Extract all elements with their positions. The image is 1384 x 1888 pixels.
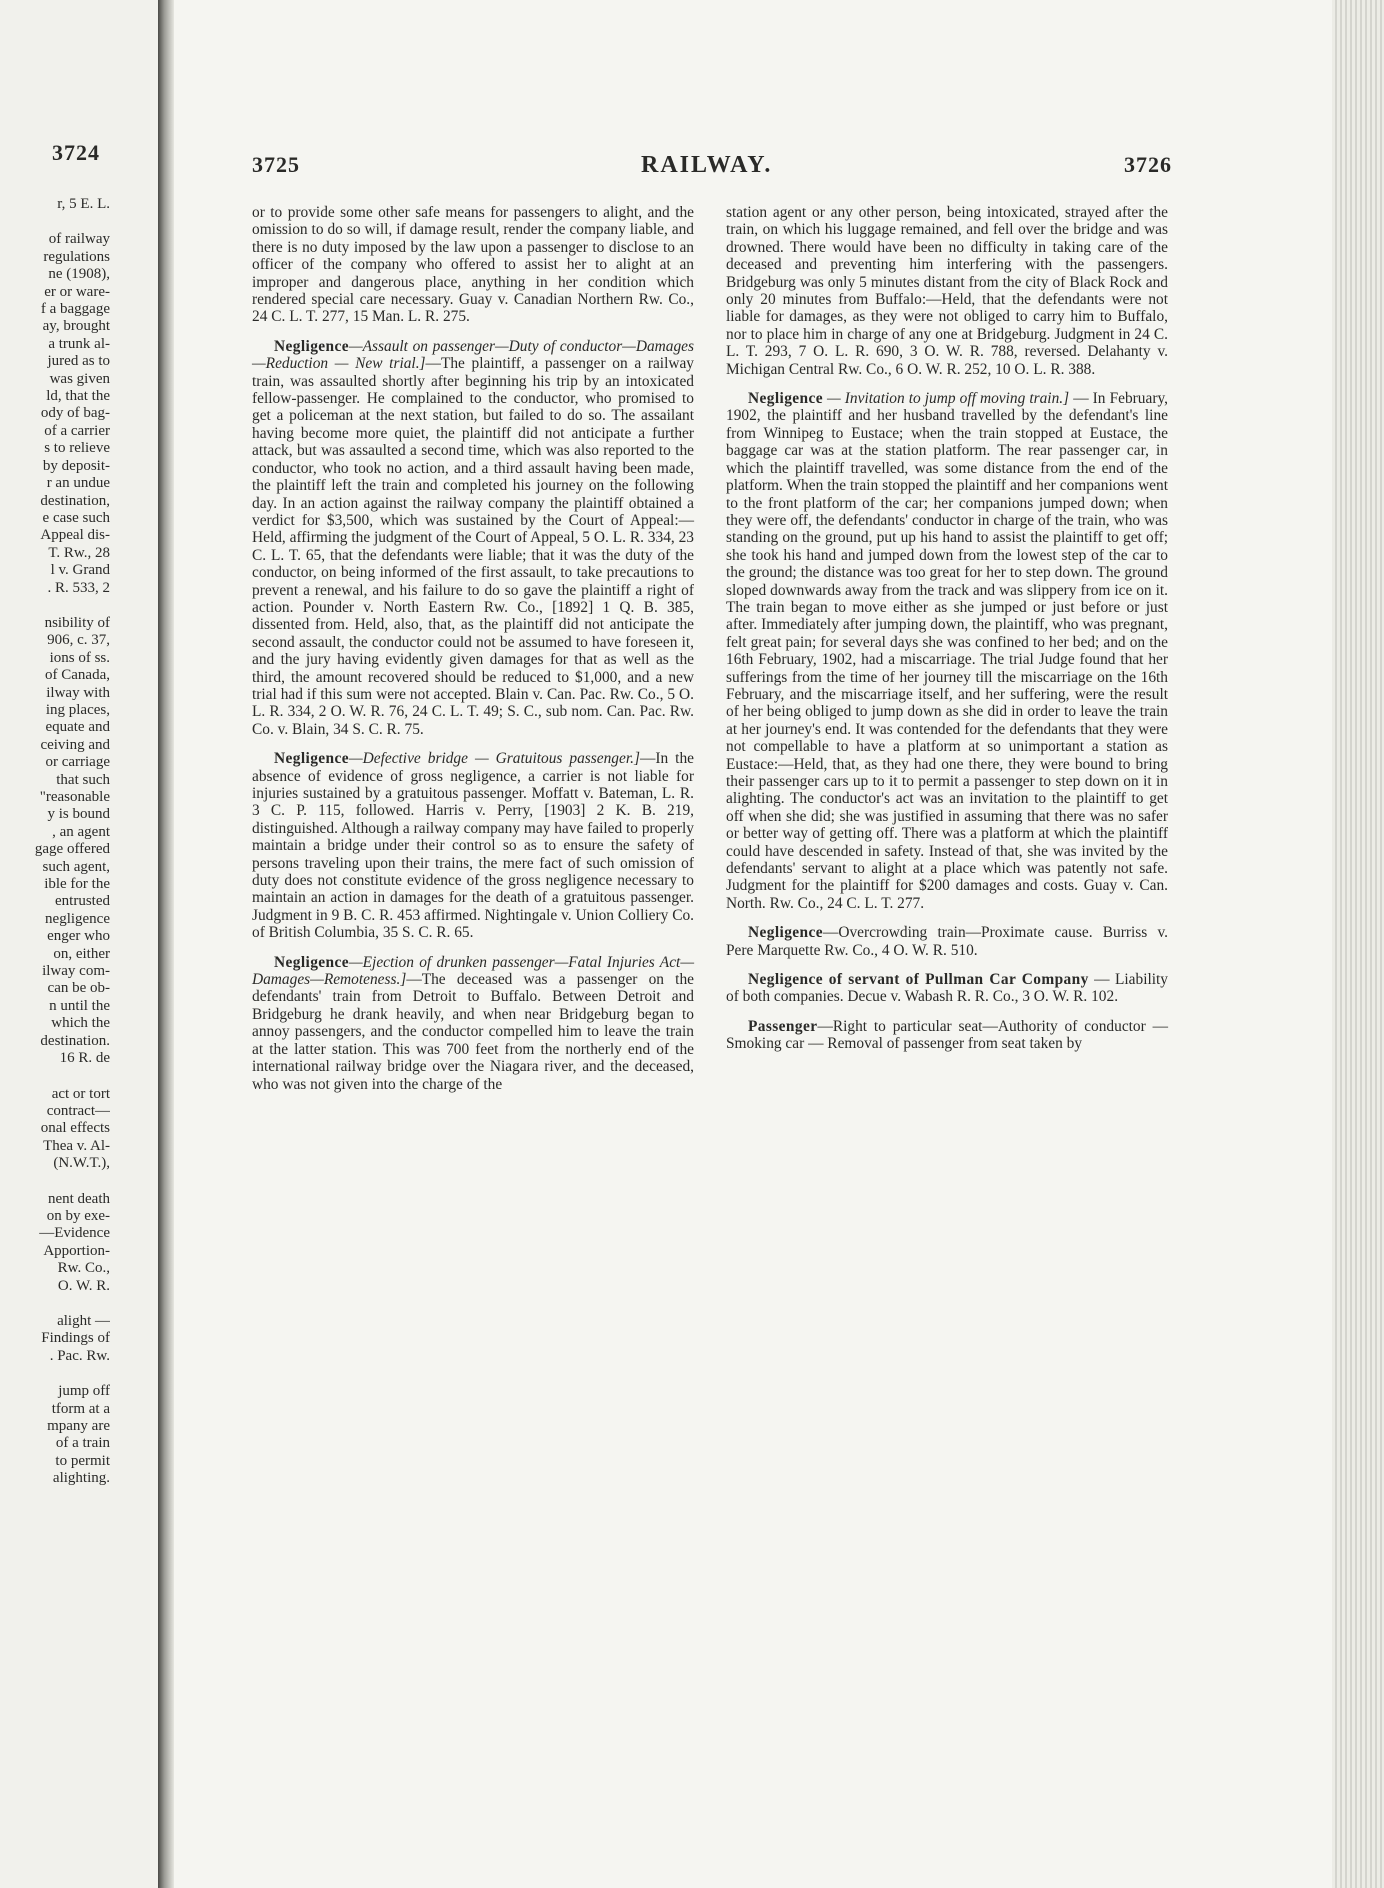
right-column-page-number: 3726 <box>1124 152 1172 177</box>
previous-page-line: of railway <box>48 231 110 248</box>
previous-page-line: Rw. Co., <box>57 1260 110 1277</box>
previous-page-line: "reasonable <box>39 789 110 805</box>
previous-page-line: —Evidence <box>39 1225 110 1242</box>
previous-page-line: 16 R. de <box>59 1050 110 1067</box>
previous-page-line: l v. Grand <box>50 562 110 579</box>
previous-page-line: on by exe- <box>46 1207 110 1224</box>
previous-page-line: er or ware- <box>44 283 110 300</box>
previous-page-fragment <box>0 0 160 1888</box>
entry-keyword: Negligence <box>274 953 349 971</box>
previous-page-line: equate and <box>45 719 110 736</box>
previous-page-line: can be ob- <box>47 980 110 997</box>
previous-page-line: to permit <box>55 1452 110 1469</box>
previous-page-line: ilway com- <box>42 963 110 980</box>
entry-body: — Liability of both companies. Decue v. Wabash R. R. Co., 3 O. W. R. 102. <box>726 971 1168 1006</box>
previous-page-line: contract— <box>46 1102 110 1119</box>
previous-page-line: T. Rw., 28 <box>48 544 110 561</box>
previous-page-line <box>0 1068 110 1086</box>
previous-page-line: jump off <box>58 1383 110 1400</box>
previous-page-line: mpany are <box>47 1418 110 1434</box>
continued-text <box>726 204 1168 378</box>
previous-page-line: negligence <box>45 910 110 927</box>
previous-page-line: regulations <box>43 248 110 265</box>
right-text-column <box>726 204 1168 1065</box>
previous-page-line <box>0 1295 110 1313</box>
digest-entry <box>726 1018 1168 1053</box>
previous-page-line: ible for the <box>44 876 110 893</box>
previous-page-line <box>0 1365 110 1383</box>
entry-body: —Overcrowding train—Proximate cause. Burriss v. Pere Marquette Rw. Co., 4 O. W. R. 510. <box>726 924 1168 959</box>
previous-page-line: alight — <box>57 1312 110 1329</box>
previous-page-line: 906, c. 37, <box>47 632 110 649</box>
previous-page-line: of a carrier <box>44 422 110 439</box>
digest-entry <box>252 338 694 738</box>
previous-page-line: by deposit- <box>42 457 110 474</box>
book-gutter <box>158 0 174 1888</box>
previous-page-line: of Canada, <box>45 667 110 684</box>
entry-body: —The deceased was a passenger on the defendants' train from Detroit to Buffalo. Between Detroit and Bridgeburg he drank heavily, and when near Bridgeburg began to annoy passengers, and the conductor compelled him to leave the train at the latter station. This was 700 feet from the northerly end of the international railway bridge over the Niagara river, and the deceased, who was not given into the charge of the <box>252 971 694 1093</box>
previous-page-line: Apportion- <box>43 1242 110 1259</box>
previous-page-line: y is bound <box>47 806 110 823</box>
previous-page-line: gage offered <box>34 841 110 858</box>
entry-body: — In February, 1902, the plaintiff and her husband travelled by the defendant's line from Winnipeg to Eustace; when the train stopped at Eustace, the baggage car was at the station platform. The rear passenger car, in which the plaintiff travelled, was some distance from the end of the platform. When the train stopped the plaintiff and her companions went to the front platform of the car; her companions jumped down; when they were off, the defendants' conductor in charge of the train, who was standing on the ground, put up his hand to assist the plaintiff to get off; she took his hand and jumped down from the lowest step of the car to the ground; the distance was too great for her to step down. The ground sloped downwards away from the track and was slippery from ice on it. The train began to move either as she jumped or just before or just after. Immediately after jumping down, the plaintiff, who was pregnant, felt great pain; for several days she was confined to her bed; and on the 16th February, 1902, had a miscarriage. The trial Judge found that her sufferings from the time of her journey till the miscarriage on the 16th February, and the miscarriage itself, and her suffering, were the result of her being obliged to jump down as she did in order to leave the train at her journey's end. It was contended for the defendants that they were not compellable to have a platform at so unimportant a station as Eustace:—Held, that, as they had one there, they were bound to bring their passenger cars up to it to permit a passenger to step down on it in alighting. The conductor's act was an invitation to the plaintiff to get off when she did; she was justified in assuming that there was no safer or better way of getting off. There was a platform at which the plaintiff could have descended in safety. Instead of that, she was invited by the defendants' servant to alight at a place which was patently not safe. Judgment for the plaintiff for $200 damages and costs. Guay v. Can. North. Rw. Co., 24 C. L. T. 277. <box>726 390 1168 912</box>
digest-entry <box>726 924 1168 959</box>
entry-keyword: Negligence <box>274 750 349 768</box>
previous-page-line: entrusted <box>55 893 110 910</box>
previous-page-line <box>0 597 110 615</box>
previous-page-line: ay, brought <box>42 318 110 335</box>
previous-page-line: Thea v. Al- <box>43 1137 110 1154</box>
previous-page-line: . Pac. Rw. <box>49 1347 110 1364</box>
previous-page-line: r an undue <box>46 475 110 492</box>
previous-page-line: ing places, <box>45 701 110 718</box>
previous-page-line: nsibility of <box>44 614 110 631</box>
previous-page-line: of a train <box>55 1435 110 1452</box>
previous-page-line: nent death <box>47 1190 110 1207</box>
entry-keyword: Negligence <box>748 924 823 942</box>
previous-page-line: enger who <box>47 928 110 945</box>
continued-text <box>252 204 694 326</box>
previous-page-line: tform at a <box>51 1400 110 1417</box>
previous-page-line: on, either <box>53 945 110 962</box>
left-text-column <box>252 204 694 1105</box>
previous-page-line: n until the <box>49 997 110 1014</box>
entry-keyword: Negligence of servant of Pullman Car Company <box>748 971 1089 989</box>
entry-keyword: Passenger <box>748 1017 818 1035</box>
previous-page-line: r, 5 E. L. <box>57 196 110 212</box>
entry-keyword: Negligence <box>274 337 349 355</box>
digest-entry <box>726 971 1168 1006</box>
digest-entry <box>726 390 1168 912</box>
previous-page-line: destination. <box>40 1032 110 1049</box>
previous-page-line: ilway with <box>46 684 110 701</box>
previous-page-line: (N.W.T.), <box>53 1155 110 1172</box>
left-column-page-number: 3725 <box>252 152 300 177</box>
previous-page-number: 3724 <box>52 140 100 165</box>
previous-page-line: or carriage <box>45 754 110 771</box>
entry-subject: —Assault on passenger—Duty of conductor—Damages—Reduction — New trial.] <box>252 337 694 373</box>
page-edges <box>1332 0 1384 1888</box>
previous-page-line: ions of ss. <box>49 649 110 666</box>
entry-body: station agent or any other person, being intoxicated, strayed after the train, on which his luggage remained, and fell over the bridge and was drowned. There would have been no difficulty in taking care of the deceased and preventing him interfering with the passengers. Bridgeburg was only 5 minutes distant from the city of Black Rock and only 20 minutes from Buffalo:—Held, that the defendants were not liable for damages, as they were not obliged to carry him to Buffalo, nor to place him in charge of any one at Bridgeburg. Judgment in 24 C. L. T. 293, 7 O. L. R. 690, 3 O. W. R. 788, reversed. Delahanty v. Michigan Central Rw. Co., 6 O. W. R. 252, 10 O. L. R. 388. <box>726 204 1168 378</box>
previous-page-line: ld, that the <box>46 388 110 405</box>
previous-page-line: Findings of <box>41 1330 110 1347</box>
previous-page-line: a trunk al- <box>48 335 110 352</box>
previous-page-line <box>0 213 110 231</box>
previous-page-line: ody of bag- <box>40 405 110 422</box>
previous-page-text <box>0 196 110 1488</box>
previous-page-line: which the <box>51 1015 110 1032</box>
entry-body: or to provide some other safe means for passengers to alight, and the omission to do so will, if damage result, render the company liable, and there is no duty imposed by the law upon a passenger to disclose to an officer of the company who offered to assist her to alight at an improper and dangerous place, anything in her condition which rendered special care necessary. Guay v. Canadian Northern Rw. Co., 24 C. L. T. 277, 15 Man. L. R. 275. <box>252 204 694 326</box>
previous-page-line: ne (1908), <box>48 266 110 283</box>
previous-page-line: act or tort <box>51 1085 110 1102</box>
digest-entry <box>252 750 694 941</box>
previous-page-line: destination, <box>40 492 110 509</box>
entry-body: —The plaintiff, a passenger on a railway train, was assaulted shortly after beginning his trip by an intoxicated fellow-passenger. He complained to the conductor, who promised to get a policeman at the next station, but failed to do so. The assailant having become more quiet, the plaintiff did not anticipate a further attack, but was assaulted a second time, which was also reported to the conductor, who took no action, and a third assault having been made, the plaintiff left the train and completed his journey on the following day. In an action against the railway company the plaintiff obtained a verdict for $3,500, which was sustained by the Court of Appeal:—Held, affirming the judgment of the Court of Appeal, 5 O. L. R. 334, 23 C. L. T. 65, that the defendants were liable; that it was the duty of the conductor, on being informed of the first assault, to take precautions to prevent a renewal, and his failure to do so gave the plaintiff a right of action. Pounder v. North Eastern Rw. Co., [1892] 1 Q. B. 385, dissented from. Held, also, that, as the plaintiff did not anticipate the second assault, the conductor could not be assumed to have foreseen it, and the jury having evidently given damages for that as well as the third, the amount recovered should be reduced to $1,000, and a new trial had if this sum were not accepted. Blain v. Can. Pac. Rw. Co., 5 O. L. R. 334, 2 O. W. R. 76, 24 C. L. T. 49; S. C., sub nom. Can. Pac. Rw. Co. v. Blain, 34 S. C. R. 75. <box>252 355 695 738</box>
entry-subject: —Defective bridge — Gratuitous passenger.] <box>348 750 640 768</box>
entry-body: —In the absence of evidence of gross negligence, a carrier is not liable for injuries sustained by a gratuitous passenger. Moffatt v. Bateman, L. R. 3 C. P. 115, followed. Harris v. Perry, [1903] 2 K. B. 219, distinguished. Although a railway company may have failed to properly maintain a bridge under their control so as to ensure the safety of persons traveling upon their trains, the mere fact of such omission of duty does not constitute evidence of the gross negligence necessary to maintain an action in damages for the death of a gratuitous passenger. Judgment in 9 B. C. R. 453 affirmed. Nightingale v. Union Colliery Co. of British Columbia, 35 S. C. R. 65. <box>252 750 694 942</box>
previous-page-line: that such <box>56 771 110 788</box>
previous-page-line: such agent, <box>42 858 110 875</box>
running-title: RAILWAY. <box>641 152 773 178</box>
previous-page-line: was given <box>49 370 110 387</box>
previous-page-line: . R. 533, 2 <box>47 579 110 596</box>
entry-keyword: Negligence <box>748 390 823 408</box>
previous-page-line: alighting. <box>52 1470 110 1487</box>
entry-subject: — Invitation to jump off moving train.] <box>822 390 1070 408</box>
previous-page-line: , an agent <box>52 823 110 840</box>
previous-page-line: O. W. R. <box>57 1277 110 1294</box>
previous-page-line: e case such <box>42 509 110 526</box>
entry-body: —Right to particular seat—Authority of conductor — Smoking car — Removal of passenger from seat taken by <box>726 1017 1168 1053</box>
previous-page-line: ceiving and <box>40 736 110 753</box>
previous-page-line: f a baggage <box>40 301 110 318</box>
previous-page-line: s to relieve <box>44 440 110 457</box>
entry-subject: —Ejection of drunken passenger—Fatal Injuries Act—Damages—Remoteness.] <box>252 953 694 989</box>
previous-page-line: Appeal dis- <box>40 527 110 544</box>
previous-page-line: onal effects <box>40 1120 110 1137</box>
previous-page-line: jured as to <box>47 353 110 370</box>
previous-page-line <box>0 1173 110 1191</box>
digest-entry <box>252 954 694 1093</box>
